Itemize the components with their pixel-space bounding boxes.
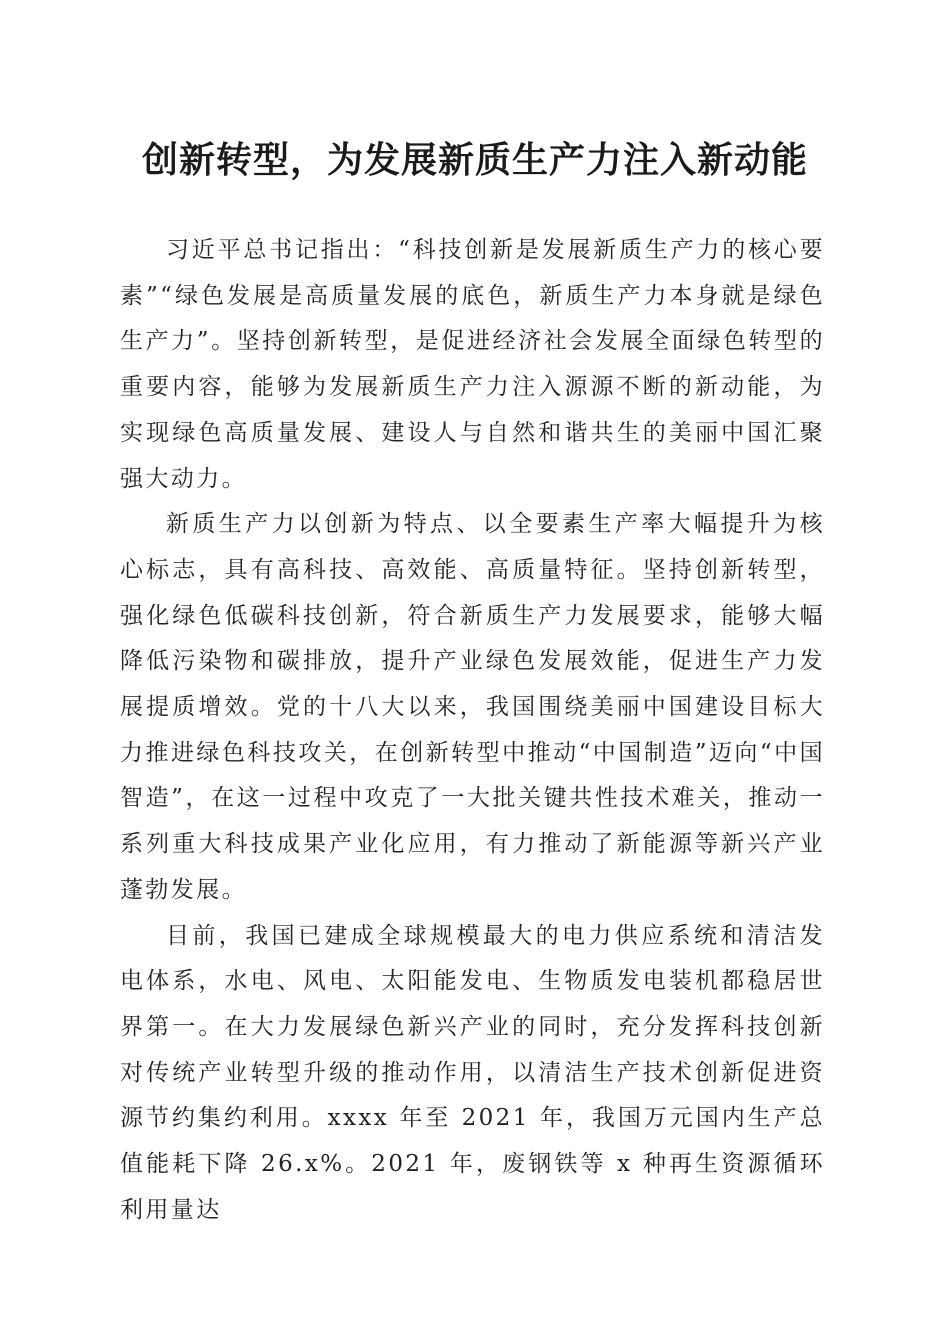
paragraph-1: 习近平总书记指出：“科技创新是发展新质生产力的核心要素”“绿色发展是高质量发展的底色，新质生产力本身就是绿色生产力”。坚持创新转型，是促进经济社会发展全面绿色转型的重要内容，能够为发展新质生产力注入源源不断的新动能，为实现绿色高质量发展、建设人与自然和谐共生的美丽中国汇聚强大动力。: [120, 237, 825, 492]
document-title: 创新转型，为发展新质生产力注入新动能: [141, 139, 808, 181]
document-body: [120, 228, 825, 1233]
paragraph-3: 目前，我国已建成全球规模最大的电力供应系统和清洁发电体系，水电、风电、太阳能发电、生物质发电装机都稳居世界第一。在大力发展绿色新兴产业的同时，充分发挥科技创新对传统产业转型升级的推动作用，以清洁生产技术创新促进资源节约集约利用。xxxx 年至 2021 年，我国万元国内生产总值能耗下降 26.x%。2021 年，废钢铁等 x 种再生资源循环利用量达: [120, 922, 825, 1223]
paragraph-2: 新质生产力以创新为特点、以全要素生产率大幅提升为核心标志，具有高科技、高效能、高质量特征。坚持创新转型，强化绿色低碳科技创新，符合新质生产力发展要求，能够大幅降低污染物和碳排放，提升产业绿色发展效能，促进生产力发展提质增效。党的十八大以来，我国围绕美丽中国建设目标大力推进绿色科技攻关，在创新转型中推动“中国制造”迈向“中国智造”，在这一过程中攻克了一大批关键共性技术难关，推动一系列重大科技成果产业化应用，有力推动了新能源等新兴产业蓬勃发展。: [120, 511, 825, 903]
